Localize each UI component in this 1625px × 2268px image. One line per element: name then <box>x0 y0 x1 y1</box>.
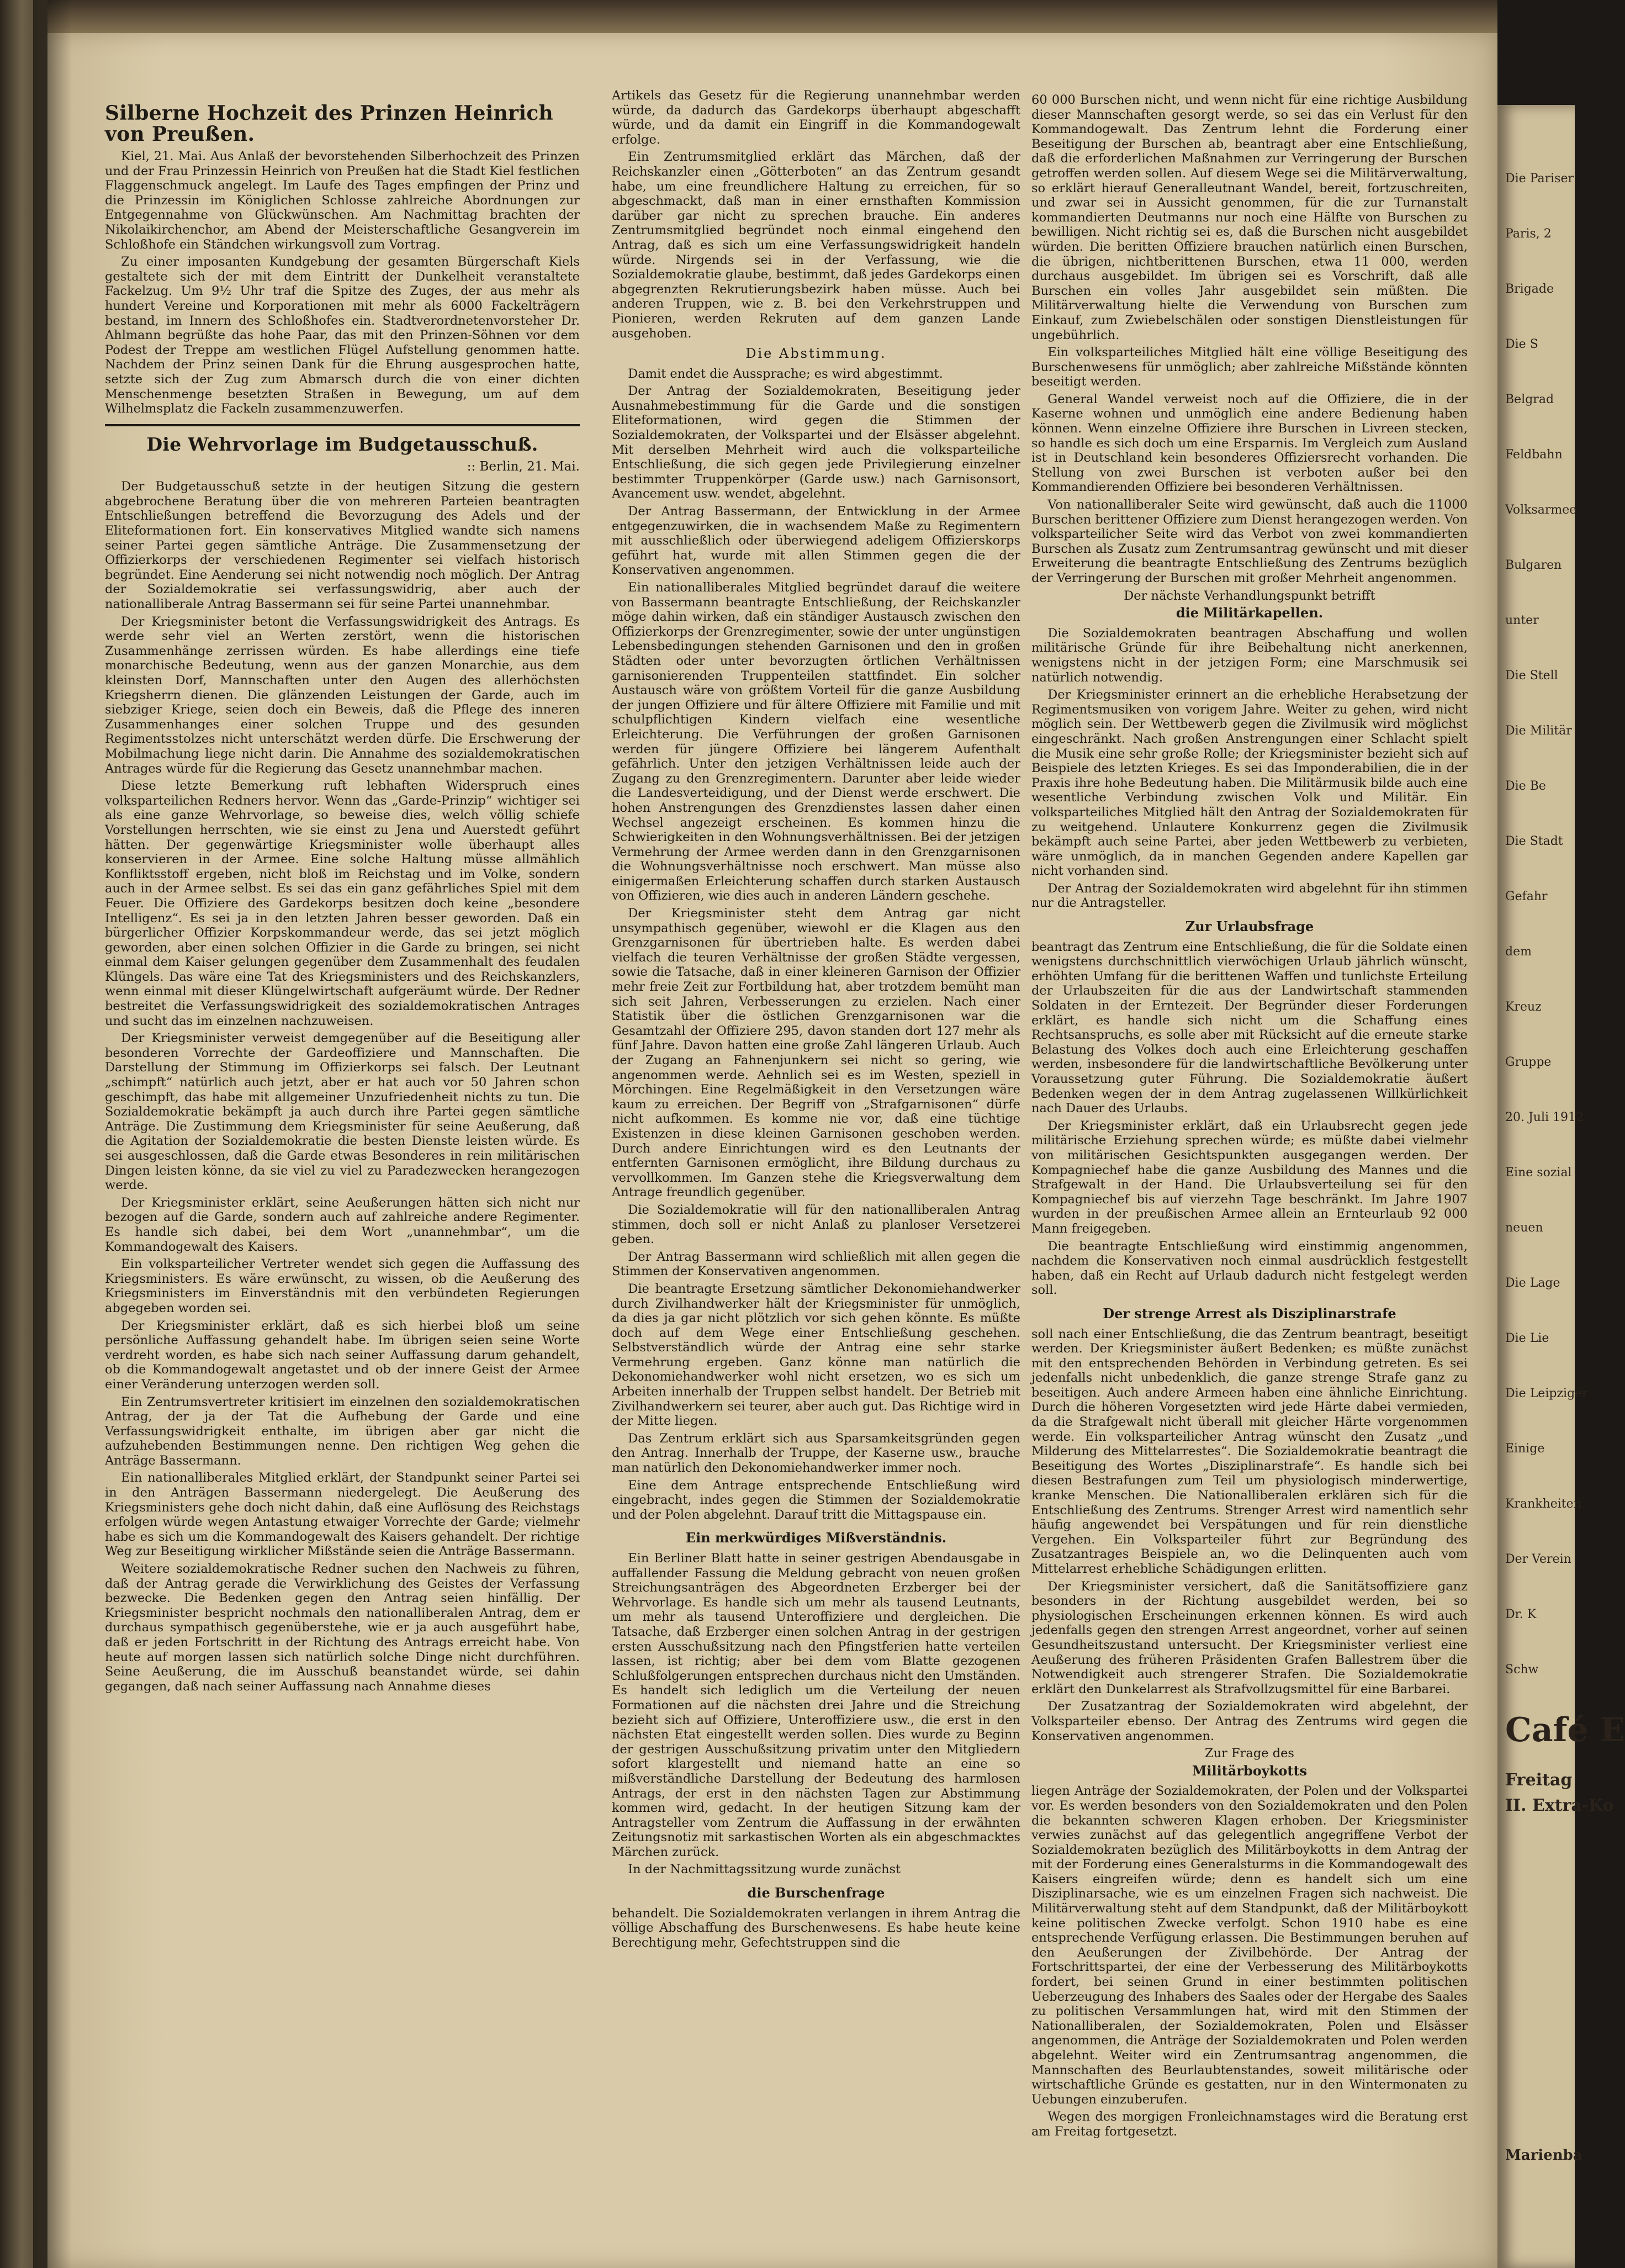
section-heading-arrest: Der strenge Arrest als Disziplinarstrafe <box>1103 1305 1396 1321</box>
adjacent-page-line: Feldbahn <box>1505 448 1563 462</box>
article-paragraph: Ein nationalliberales Mitglied erklärt, der Standpunkt seiner Partei sei in den Anträgen Bassermann niedergelegt. Die Aeußerung des Kriegsministers gehe doch nicht dahin, daß eine Auflösung des Reichstags erfolgen würde wegen Antastung etwaiger Vorrechte der Garde; vielmehr habe es sich um die Kommandogewalt des Kaisers gehandelt. Der richtige Weg zur Beseitigung wirklicher Mißstände seien die Anträge Bassermann. <box>105 1471 580 1559</box>
article-paragraph: behandelt. Die Sozialdemokraten verlangen in ihrem Antrag die völlige Abschaffung des Burschenwesens. Es habe heute keine Berechtigung mehr, Gefechtstruppen sind die <box>612 1906 1020 1950</box>
adjacent-page-line: Die Lage <box>1505 1276 1560 1290</box>
adjacent-page-line: Eine sozial <box>1505 1166 1572 1180</box>
article-paragraph: Von nationalliberaler Seite wird gewünscht, daß auch die 11000 Burschen berittener Offiziere zum Dienst herangezogen werden. Von volksparteilicher Seite wird das Verbot von zwei kommandierten Burschen als Zusatz zum Zentrumsantrag gewünscht und mit dieser Erweiterung die beantragte Entschließung des Zentrums bezüglich der Verringerung der Burschen mit großer Mehrheit angenommen. <box>1031 498 1468 585</box>
dateline: :: Berlin, 21. Mai. <box>467 459 580 474</box>
page-top-edge <box>47 0 1497 35</box>
article-paragraph: Kiel, 21. Mai. Aus Anlaß der bevorstehenden Silberhochzeit des Prinzen und der Frau Prinzessin Heinrich von Preußen hat die Stadt Kiel festlichen Flaggenschmuck angelegt. Im Laufe des Tages empfingen der Prinz und die Prinzessin im Königlichen Schlosse zahlreiche Abordnungen zur Entgegennahme von Glückwünschen. Am Nachmittag brachten der Nikolaikirchenchor, am Abend der Meisterschaftliche Gesangverein im Schloßhofe ein Ständchen wirkungsvoll zum Vortrag. <box>105 149 580 252</box>
article-paragraph: Die Sozialdemokraten beantragen Abschaffung und wollen militärische Gründe für ihre Beibehaltung nicht anerkennen, wenigstens nicht in der jetzigen Form; eine Marschmusik sei natürlich notwendig. <box>1031 626 1468 685</box>
adjacent-page <box>1497 105 1625 2268</box>
article-paragraph: Der Antrag Bassermann, der Entwicklung in der Armee entgegenzuwirken, die in wachsendem Maße zu Regimentern mit ausschließlich oder überwiegend adeligem Offizierskorps geführt hat, wurde mit allen Stimmen gegen die der Konservativen angenommen. <box>612 504 1020 578</box>
section-heading-urlaubsfrage: Zur Urlaubsfrage <box>1185 918 1314 935</box>
article-paragraph: Ein volksparteiliches Mitglied hält eine völlige Beseitigung des Burschenwesens für unmöglich; aber zahlreiche Mißstände könnten beseitigt werden. <box>1031 345 1468 389</box>
article-paragraph: liegen Anträge der Sozialdemokraten, der Polen und der Volkspartei vor. Es werden besonders von den Sozialdemokraten und den Polen die bekannten schweren Klagen erhoben. Der Kriegsminister verwies zunächst auf das gelegentlich angegriffene Verbot der Sozialdemokraten bezüglich des Militärboykotts in dem Antrag der mit der Forderung eines Generalsturms in die Kommandogewalt des Kaisers eingreifen würde; denn es handelt sich um eine Disziplinarsache, wie es um einzelnen Fragen sich nachweist. Die Militärverwaltung steht auf dem Standpunkt, daß der Militärboykott keine politischen Zwecke verfolgt. Schon 1910 habe es eine entsprechende Verfügung erlassen. Die Bestimmungen beruhen auf den Aeußerungen der Zivilbehörde. Der Antrag der Fortschrittspartei, der eine der Verbesserung des Militärboykotts fordert, bei seinen Grund in einer bestimmten politischen Ueberzeugung des Inhabers des Saales oder der Hergabe des Saales zu politischen Versammlungen hat, wird mit den Stimmen der Nationalliberalen, der Sozialdemokraten, Polen und Elsässer angenommen, die Anträge der Sozialdemokraten und Polen werden abgelehnt. Weiter wird ein Zentrumsantrag angenommen, die Mannschaften des Beurlaubtenstandes, soweit militärische oder wirtschaftliche Gründe es gestatten, nur in den Wintermonaten zu Uebungen einzuberufen. <box>1031 1784 1468 2107</box>
column-3 <box>1031 93 1468 2142</box>
headline-silver-wedding: Silberne Hochzeit des Prinzen Heinrich von Preußen. <box>105 102 554 146</box>
article-paragraph: Wegen des morgigen Fronleichnamstages wird die Beratung erst am Freitag fortgesetzt. <box>1031 2110 1468 2139</box>
adjacent-page-line: Schw <box>1505 1663 1539 1677</box>
adjacent-page-line: Krankheiten <box>1505 1497 1581 1511</box>
article-paragraph: Der Kriegsminister erklärt, daß es sich hierbei bloß um seine persönliche Auffassung gehandelt habe. Im übrigen seien seine Worte verdreht worden, es habe sich nach seiner Auffassung darum gehandelt, ob die Kommandogewalt angetastet und ob der innere Geist der Armee einer Veränderung unterzogen werden soll. <box>105 1318 580 1392</box>
article-paragraph: Ein volksparteilicher Vertreter wendet sich gegen die Auffassung des Kriegsministers. Es wäre erwünscht, zu wissen, ob die Aeußerung des Kriegsministers im Einverständnis mit den verbündeten Regierungen abgegeben worden sei. <box>105 1257 580 1315</box>
article-paragraph: Der Antrag der Sozialdemokraten wird abgelehnt für ihn stimmen nur die Antragsteller. <box>1031 881 1468 911</box>
adjacent-page-line: Gefahr <box>1505 890 1548 903</box>
adjacent-page-line: neuen <box>1505 1221 1543 1235</box>
section-heading-militaerboykott: Militärboykotts <box>1192 1762 1308 1779</box>
article-paragraph: Ein nationalliberales Mitglied begründet darauf die weitere von Bassermann beantragte Entschließung, der Reichskanzler möge dahin wirken, daß ein ständiger Austausch zwischen den Offizierkorps der Grenzregimenter, sowie der unter ungünstigen Lebensbedingungen stehenden Garnisonen und den in großen Städten oder unter bevorzugten örtlichen Verhältnissen garnisonierenden Truppenteilen stattfindet. Ein solcher Austausch wäre von größtem Vorteil für die ganze Ausbildung der jungen Offiziere und für ältere Offiziere mit Familie und mit schulpflichtigen Kindern vielfach eine wesentliche Erleichterung. Die Verführungen der großen Garnisonen werden für jüngere Offiziere bei längerem Aufenthalt gefährlich. Unter den jetzigen Verhältnissen leide auch der Zugang zu den Grenzregimentern. Darunter aber leide wieder die Landesverteidigung, und der Dienst werde erschwert. Die hohen Anstrengungen des Grenzdienstes lassen daher einen Wechsel angezeigt erscheinen. Es kommen hinzu die Schwierigkeiten in den Wohnungsverhältnissen. Bei der jetzigen Vermehrung der Armee werden dann in den Grenzgarnisonen die Wohnungsverhältnisse noch erschwert. Man müsse also einigermaßen Erleichterung schaffen durch starken Austausch von Offizieren, wie dies auch in anderen Ländern geschehe. <box>612 580 1020 903</box>
article-paragraph: In der Nachmittagssitzung wurde zunächst <box>628 1862 901 1877</box>
article-paragraph: Der Kriegsminister betont die Verfassungswidrigkeit des Antrags. Es werde sehr viel an Werten zerstört, wenn die historischen Zusammenhänge zerrissen würden. Es habe allerdings eine tiefe monarchische Bedeutung, wenn aus der ganzen Monarchie, aus dem kleinsten Dorf, Mannschaften unter den Augen des allerhöchsten Kriegsherrn dienen. Die glänzenden Leistungen der Garde, auch im siebziger Kriege, seien doch ein Beweis, daß die Pflege des inneren Zusammenhanges einer solchen Truppe und des gesunden Regimentsstolzes nicht unterschätzt werden dürfe. Die Erschwerung der Mobilmachung liege nicht darin. Die Annahme des sozialdemokratischen Antrages würde für die Regierung das Gesetz unannehmbar machen. <box>105 614 580 776</box>
article-paragraph: Der Kriegsminister versichert, daß die Sanitätsoffiziere ganz besonders in der Richtung ausgebildet werden, bei so physiologischen Erscheinungen erkennen können. Es wird auch jedenfalls gegen den strengen Arrest angeordnet, vorher auf seinen Gesundheitszustand untersucht. Der Kriegsminister verliest eine Aeußerung des früheren Präsidenten Grafen Ballestrem über die Notwendigkeit auch strengerer Strafen. Die Sozialdemokratie erklärt den Dunkelarrest als Strafvollzugsmittel für eine Barbarei. <box>1031 1579 1468 1696</box>
article-paragraph: Ein Zentrumsvertreter kritisiert im einzelnen den sozialdemokratischen Antrag, der ja der Tat die Aufhebung der Garde und eine Verfassungswidrigkeit enthalte, im übrigen aber gar nicht die aufzuhebenden Bestimmungen nenne. Den richtigen Weg gehen die Anträge Bassermann. <box>105 1394 580 1468</box>
adjacent-page-line: Gruppe <box>1505 1055 1552 1069</box>
cafe-advert-subtitle: Freitag <box>1505 1770 1573 1790</box>
article-paragraph: Artikels das Gesetz für die Regierung unannehmbar werden würde, da dadurch das Gardekorps überhaupt abgeschafft würde, und da damit ein Eingriff in die Kommandogewalt erfolge. <box>612 88 1020 147</box>
section-heading-burschenfrage: die Burschenfrage <box>747 1885 885 1901</box>
headline-wehrvorlage: Die Wehrvorlage im Budgetausschuß. <box>146 433 538 455</box>
article-paragraph: 60 000 Burschen nicht, und wenn nicht für eine richtige Ausbildung dieser Mannschaften gesorgt werde, so sei das ein Verlust für den Kommandogewalt. Das Zentrum lehnt die Forderung einer Beseitigung der Burschen ab, beantragt aber eine Entschließung, daß die erforderlichen Maßnahmen zur Verringerung der Burschen getroffen werden sollen. Auf diesem Wege sei die Militärverwaltung, so erklärt hierauf Generalleutnant Wandel, bereit, fortzuschreiten, und zwar sei in Aussicht genommen, für die zur Turnanstalt kommandierten Deutmanns nur noch eine Hälfte von Burschen zu bewilligen. Nicht richtig sei es, daß die Burschen nicht ausgebildet würden. Die beritten Offiziere brauchen natürlich einen Burschen, die übrigen, nichtberittenen Burschen, etwa 11 000, werden durchaus ausgebildet. Im übrigen sei es Vorschrift, daß alle Burschen ein volles Jahr ausgebildet sein müßten. Die Militärverwaltung hielte die Verwendung von Burschen zum Einkauf, zum Zwiebelschälen oder sonstigen Dienstleistungen für ungebührlich. <box>1031 93 1468 342</box>
article-paragraph: Der Kriegsminister erklärt, seine Aeußerungen hätten sich nicht nur bezogen auf die Garde, sondern auch auf zahlreiche andere Regimenter. Es handle sich dabei, bei dem Wort „unannehmbar“, um die Kommandogewalt des Kaisers. <box>105 1195 580 1254</box>
section-heading-militaerkapellen: die Militärkapellen. <box>1176 605 1324 621</box>
article-paragraph: Zu einer imposanten Kundgebung der gesamten Bürgerschaft Kiels gestaltete sich der mit dem Eintritt der Dunkelheit veranstaltete Fackelzug. Um 9½ Uhr traf die Spitze des Zuges, der aus mehr als hundert Vereine und Korporationen mit mehr als 6000 Fackelträgern bestand, im Innern des Schloßhofes ein. Stadtverordnetenvorsteher Dr. Ahlmann begrüßte das hohe Paar, das mit den Prinzen-Söhnen vor dem Podest der Treppe am westlichen Flügel Aufstellung genommen hatte. Nachdem der Prinz seinen Dank für die Ehrung ausgesprochen hatte, setzte sich der Zug zum Abmarsch durch die von einer dichten Menschenmenge besetzten Straßen in Bewegung, um auf dem Wilhelmsplatz die Fackeln zusammenzuwerfen. <box>105 255 580 416</box>
article-paragraph: Der Budgetausschuß setzte in der heutigen Sitzung die gestern abgebrochene Beratung über die von mehreren Parteien beantragten Entschließungen betreffend die Bevorzugung des Adels und der Eliteformationen fort. Ein konservatives Mitglied wandte sich namens seiner Partei gegen sämtliche Anträge. Die Zusammensetzung der Offizierkorps der verschiedenen Regimenter sei vielfach historisch begründet. Eine Aenderung sei nicht notwendig noch möglich. Der Antrag der Sozialdemokratie sei verfassungswidrig, aber auch der nationalliberale Antrag Bassermann sei für seine Partei unannehmbar. <box>105 479 580 612</box>
article-paragraph: Die Sozialdemokratie will für den nationalliberalen Antrag stimmen, doch soll er nicht Anlaß zu planloser Versetzerei geben. <box>612 1202 1020 1247</box>
adjacent-page-line: dem <box>1505 945 1532 959</box>
article-paragraph: Der Kriegsminister steht dem Antrag gar nicht unsympathisch gegenüber, wiewohl er die Klagen aus den Grenzgarnisonen für übertrieben halte. Es werden dabei vielfach die teuren Verhältnisse der großen Städte vergessen, sowie die Tatsache, daß in einer kleineren Garnison der Offizier mehr freie Zeit zur Fortbildung hat, aber trotzdem bemüht man sich seit Jahren, Verbesserungen zu erzielen. Nach einer Statistik über die östlichen Grenzgarnisonen war die Gesamtzahl der Offiziere 295, davon standen dort 127 mehr als fünf Jahre. Davon hatten eine große Zahl längeren Urlaub. Auch der Zugang an Fahnenjunkern sei nicht so gering, wie angenommen werde. Aehnlich sei es im Westen, speziell in Mörchingen. Eine Regelmäßigkeit in den Versetzungen wäre kaum zu erreichen. Der Begriff von „Strafgarnisonen“ dürfe nicht aufkommen. Es komme nie vor, daß eine tüchtige Existenzen in diese kleinen Garnisonen geschoben werden. Durch andere Einrichtungen wird es den Leutnants der entfernten Garnisonen ermöglicht, ihre Bildung durchaus zu vervollkommen. Im Ganzen stehe die Kriegsverwaltung dem Antrage freundlich gegenüber. <box>612 906 1020 1200</box>
article-paragraph: Der Kriegsminister verweist demgegenüber auf die Beseitigung aller besonderen Vorrechte der Gardeoffiziere und Mannschaften. Die Darstellung der Stimmung im Offizierkorps sei falsch. Der Leutnant „schimpft“ natürlich auch jetzt, aber er hat auch vor 50 Jahren schon geschimpft, das habe mit allgemeiner Unzufriedenheit nichts zu tun. Die Sozialdemokratie bekämpft ja auch durch ihre Partei gegen sämtliche Anträge. Die Zustimmung dem Kriegsminister für seine Aeußerung, daß die Agitation der Sozialdemokratie die besten Dienste leisten würde. Es sei ausgeschlossen, daß die Garde etwas Besonderes in rein militärischen Dingen leisten könne, da sie viel zu viel zu Paradezwecken herangezogen werde. <box>105 1031 580 1193</box>
adjacent-page-line: unter <box>1505 614 1539 627</box>
column-2 <box>612 88 1020 1953</box>
article-paragraph: General Wandel verweist noch auf die Offiziere, die in der Kaserne wohnen und unmöglich eine andere Bedienung haben können. Wenn einzelne Offiziere ihre Burschen in Livreen stecken, so handle es sich doch um eine Ersparnis. Im Vergleich zum Ausland ist in Deutschland kein besonderes Offiziersrecht vorhanden. Die Stellung von zwei Burschen ist verboten außer bei den Kommandierenden Offiziere bei besonderen Verhältnissen. <box>1031 392 1468 495</box>
adjacent-page-line: Dr. K <box>1505 1608 1537 1621</box>
article-paragraph: Weitere sozialdemokratische Redner suchen den Nachweis zu führen, daß der Antrag gerade die Verwirklichung des Geistes der Verfassung bezwecke. Die Bedenken gegen den Antrag seien hinfällig. Der Kriegsminister bespricht nochmals den nationalliberalen Antrag, dem er durchaus sympathisch gegenüberstehe, wie er ja auch ausgeführt habe, daß er jeden Fortschritt in der Richtung des Antrags erreicht habe. Von heute auf morgen lassen sich natürlich solche Dinge nicht durchführen. Seine Aeußerung, die im Ausschuß beanstandet würde, sei dahin gegangen, daß nach seiner Auffassung nach Annahme dieses <box>105 1562 580 1694</box>
adjacent-page-line: Kreuz <box>1505 1000 1542 1014</box>
article-paragraph: Zur Frage des <box>1205 1746 1294 1761</box>
article-paragraph: Der nächste Verhandlungspunkt betrifft <box>1124 588 1375 603</box>
adjacent-page-line: Einige <box>1505 1442 1545 1456</box>
article-paragraph: Diese letzte Bemerkung ruft lebhaften Widerspruch eines volksparteilichen Redners hervor. Wenn das „Garde-Prinzip“ wichtiger sei als eine ganze Wehrvorlage, so beweise dies, welch völlig schiefe Vorstellungen herrschten, wie sie einst zu Jena und Auerstedt geführt hätten. Der gegenwärtige Kriegsminister wolle überhaupt alles konservieren in der Armee. Eine solche Haltung müsse allmählich Konfliktsstoff ergeben, nicht bloß im Reichstag und im Volke, sondern auch in der Armee selbst. Es sei das ein ganz gefährliches Spiel mit dem Feuer. Die Offiziere des Gardekorps besitzen doch keine „besondere Intelligenz“. Es sei ja in den letzten Jahren besser geworden. Daß ein bürgerlicher Offizier Korpskommandeur werde, das sei jetzt möglich geworden, aber einen solchen Offizier in die Garde zu bringen, sei nicht einmal dem Kaiser gelungen gegenüber dem Zusammenhalt des feudalen Klüngels. Das wäre eine Tat des Kriegsministers und des Reichskanzlers, wenn einmal mit dieser Klüngelwirtschaft aufgeräumt würde. Der Redner bestreitet die Verfassungswidrigkeit des sozialdemokratischen Antrages und sucht das im einzelnen nachzuweisen. <box>105 779 580 1028</box>
adjacent-page-line: Bulgaren <box>1505 558 1562 572</box>
adjacent-page-line: Die Pariser <box>1505 172 1574 186</box>
article-paragraph: Die beantragte Ersetzung sämtlicher Dekonomiehandwerker durch Zivilhandwerker hält der Kriegsminister für unmöglich, da dies ja gar nicht plötzlich vor sich gehen könnte. Es müßte doch auf dem Wege einer Entschließung geschehen. Selbstverständlich würde der Antrag eine sehr starke Vermehrung ergeben. Ganz könne man natürlich die Dekonomiehandwerker wohl nicht ersetzen, wo es sich um Arbeiten innerhalb der Truppen selbst handelt. Der Betrieb mit Zivilhandwerkern sei teurer, aber auch gut. Das Richtige wird in der Mitte liegen. <box>612 1281 1020 1429</box>
article-paragraph: Die beantragte Entschließung wird einstimmig angenommen, nachdem die Konservativen noch einmal ausdrücklich festgestellt haben, daß ein Recht auf Urlaub dadurch nicht festgelegt werden soll. <box>1031 1239 1468 1298</box>
section-heading-missverstaendnis: Ein merkwürdiges Mißverständnis. <box>685 1530 947 1546</box>
adjacent-page-line: Brigade <box>1505 282 1554 296</box>
adjacent-page-line: Volksarmee <box>1505 503 1577 517</box>
adjacent-page-line: Die Militär <box>1505 724 1572 738</box>
adjacent-page-line: 20. Juli 1912 <box>1505 1111 1584 1124</box>
article-paragraph: Eine dem Antrage entsprechende Entschließung wird eingebracht, indes gegen die Stimmen der Sozialdemokratie und der Polen abgelehnt. Darauf tritt die Mittagspause ein. <box>612 1478 1020 1522</box>
article-paragraph: Der Antrag Bassermann wird schließlich mit allen gegen die Stimmen der Konservativen angenommen. <box>612 1249 1020 1279</box>
article-paragraph: Ein Zentrumsmitglied erklärt das Märchen, daß der Reichskanzler einen „Götterboten“ an das Zentrum gesandt habe, um eine freundlichere Haltung zu erreichen, für so abgeschmackt, daß man in einer ernsthaften Kommission darüber gar nicht zu sprechen brauche. Ein anderes Zentrumsmitglied begründet noch einmal eingehend den Antrag, daß es sich um eine Verfassungswidrigkeit handeln würde. Nirgends sei in der Verfassung, wie die Sozialdemokratie glaube, bestimmt, daß jedes Gardekorps einen abgegrenzten Rekrutierungsbezirk haben müsse. Auch bei anderen Truppen, wie z. B. bei den Verkehrstruppen und Pionieren, werden Rekruten auf dem ganzen Lande ausgehoben. <box>612 150 1020 341</box>
adjacent-page-line: Paris, 2 <box>1505 227 1552 241</box>
article-paragraph: Der Zusatzantrag der Sozialdemokraten wird abgelehnt, der Volksparteiler ebenso. Der Antrag des Zentrums wird gegen die Konservativen angenommen. <box>1031 1699 1468 1743</box>
adjacent-page-line: Die S <box>1505 337 1538 351</box>
article-paragraph: soll nach einer Entschließung, die das Zentrum beantragt, beseitigt werden. Der Kriegsminister äußert Bedenken; es müßte zunächst mit den entsprechenden Behörden in Verbindung getreten. Es sei jedenfalls nicht unbedenklich, die ganze strenge Strafe ganz zu beseitigen. Auch andere Armeen haben eine ähnliche Einrichtung. Durch die höheren Vorgesetzten wird jede Härte dabei vermieden, da die Strafgewalt nicht überall mit gleicher Härte vorgenommen werde. Ein volksparteilicher Antrag wünscht den Zusatz „und Milderung des Mittelarrestes“. Die Sozialdemokratie beantragt die Beseitigung des Wortes „Disziplinarstrafe“. Es handle sich bei diesen Bestrafungen zum Teil um physiologisch minderwertige, kranke Menschen. Die Nationalliberalen erklären sich für die Entschließung des Zentrums. Strenger Arrest wird namentlich sehr häufig angewendet bei Verspätungen und für rein dienstliche Vergehen. Ein Volksparteiler führt zur Begründung des Zusatzantrages Beispiele an, wo die Delinquenten auch vom Mittelarrest erhebliche Schädigungen erlitten. <box>1031 1326 1468 1576</box>
divider <box>105 424 580 426</box>
adjacent-page-line: Die Stell <box>1505 669 1558 683</box>
article-paragraph: Der Kriegsminister erinnert an die erhebliche Herabsetzung der Regimentsmusiken von vorigem Jahre. Weiter zu gehen, wird nicht möglich sein. Der Wettbewerb gegen die Zivilmusik wird möglichst eingeschränkt. Nach großen Anstrengungen einer Schlacht spielt die Musik eine sehr große Rolle; der Kriegsminister bezieht sich auf Beispiele des letzten Krieges. Es sei das Imponderabilien, die in der Praxis ihre hohe Bedeutung haben. Die Militärmusik bilde auch eine wesentliche Verbindung zwischen Volk und Militär. Ein volksparteiliches Mitglied hält den Antrag der Sozialdemokraten für zu weitgehend. Unlautere Konkurrenz gegen die Zivilmusik bekämpft auch seine Partei, aber jeden Wettbewerb zu verbieten, wäre unmöglich, da in manchen Gegenden andere Kapellen gar nicht vorhanden sind. <box>1031 688 1468 879</box>
article-paragraph: beantragt das Zentrum eine Entschließung, die für die Soldate einen wenigstens durchschnittlich vierwöchigen Urlaub jährlich wünscht, erhöhten Umfang für die berittenen Waffen und tunlichste Erteilung der Urlaubszeiten für die aus der Landwirtschaft stammenden Soldaten in der Erntezeit. Der Begründer dieser Forderungen erklärt, es handle sich nicht um die Schaffung eines Rechtsanspruchs, es solle aber mit Rücksicht auf die erneute starke Belastung des Volkes doch auch eine Erleichterung geschaffen werden, insbesondere für die landwirtschaftliche Bevölkerung unter Voraussetzung guter Führung. Die Sozialdemokratie äußert Bedenken wegen der in dem Antrag zugelassenen Willkürlichkeit nach Dauer des Urlaubs. <box>1031 939 1468 1116</box>
adjacent-page-line: Die Leipziger <box>1505 1387 1588 1400</box>
article-paragraph: Der Antrag der Sozialdemokraten, Beseitigung jeder Ausnahmebestimmung für die Garde und die sonstigen Eliteformationen, wird gegen die Stimmen der Sozialdemokraten, der Volkspartei und der Elsässer abgelehnt. Mit derselben Mehrheit wird auch die volksparteiliche Entschließung, die sich gegen jede Privilegierung einzelner bestimmter Truppenkörper (Garde usw.) nach Garnisonsort, Avancement usw. wendet, abgelehnt. <box>612 384 1020 501</box>
cafe-advert-title: Café E <box>1505 1711 1625 1749</box>
article-paragraph: Das Zentrum erklärt sich aus Sparsamkeitsgründen gegen den Antrag. Innerhalb der Truppe, der Kaserne usw., brauche man natürlich den Dekonomiehandwerker immer noch. <box>612 1431 1020 1476</box>
cafe-advert-line: II. Extra-Ko <box>1505 1796 1614 1815</box>
article-paragraph: Ein Berliner Blatt hatte in seiner gestrigen Abendausgabe in auffallender Fassung die Meldung gebracht von neuen großen Streichungsanträgen des Abgeordneten Erzberger bei der Wehrvorlage. Es handle sich um mehr als tausend Leutnants, um mehr als tausend Unteroffiziere und dergleichen. Die Tatsache, daß Erzberger einen solchen Antrag in der gestrigen ersten Ausschußsitzung nach den Pfingstferien hatte verteilen lassen, ist richtig; aber bei dem vom Blatte gezogenen Schlußfolgerungen entsprechen durchaus nicht den Umständen. Es handelt sich lediglich um die Verteilung der neuen Formationen auf die nächsten drei Jahre und die Streichung bezieht sich auf Offiziere, Unteroffiziere usw., die erst in den nächsten Etat eingestellt werden sollen. Dies wurde zu Beginn der gestrigen Ausschußsitzung privatim unter den Mitgliedern sofort klargestellt und niemand hatte an eine so mißverständliche Darstellung der Bedeutung des harmlosen Antrags, der erst in den nächsten Tagen zur Abstimmung kommen wird, gedacht. In der heutigen Sitzung kam der Antragsteller vom Zentrum die Auffassung in der erwähnten Zeitungsnotiz mit sarkastischen Worten als ein abgeschmacktes Märchen zurück. <box>612 1551 1020 1859</box>
article-paragraph: Damit endet die Aussprache; es wird abgestimmt. <box>628 366 943 381</box>
advert-marienbad: Marienba <box>1505 2147 1582 2164</box>
adjacent-page-line: Der Verein <box>1505 1552 1571 1566</box>
section-heading-abstimmung: Die Abstimmung. <box>745 346 887 362</box>
fold-shadow <box>33 0 72 2268</box>
adjacent-page-line: Belgrad <box>1505 393 1554 406</box>
adjacent-page-line: Die Lie <box>1505 1331 1549 1345</box>
article-paragraph: Der Kriegsminister erklärt, daß ein Urlaubsrecht gegen jede militärische Erziehung sprechen würde; es müßte dabei vielmehr von militärischen Gesichtspunkten ausgegangen werden. Der Kompagniechef habe die ganze Ausbildung des Mannes und die Strafgewalt in der Hand. Die Urlaubsverteilung sei für den Kompagniechef bis auf vierzehn Tage beschränkt. Im Jahre 1907 wurden in der preußischen Armee allein an Ernteurlaub 92 000 Mann freigegeben. <box>1031 1118 1468 1236</box>
adjacent-page-line: Die Stadt <box>1505 834 1563 848</box>
adjacent-page-line: Die Be <box>1505 779 1546 793</box>
column-1 <box>105 99 580 1696</box>
